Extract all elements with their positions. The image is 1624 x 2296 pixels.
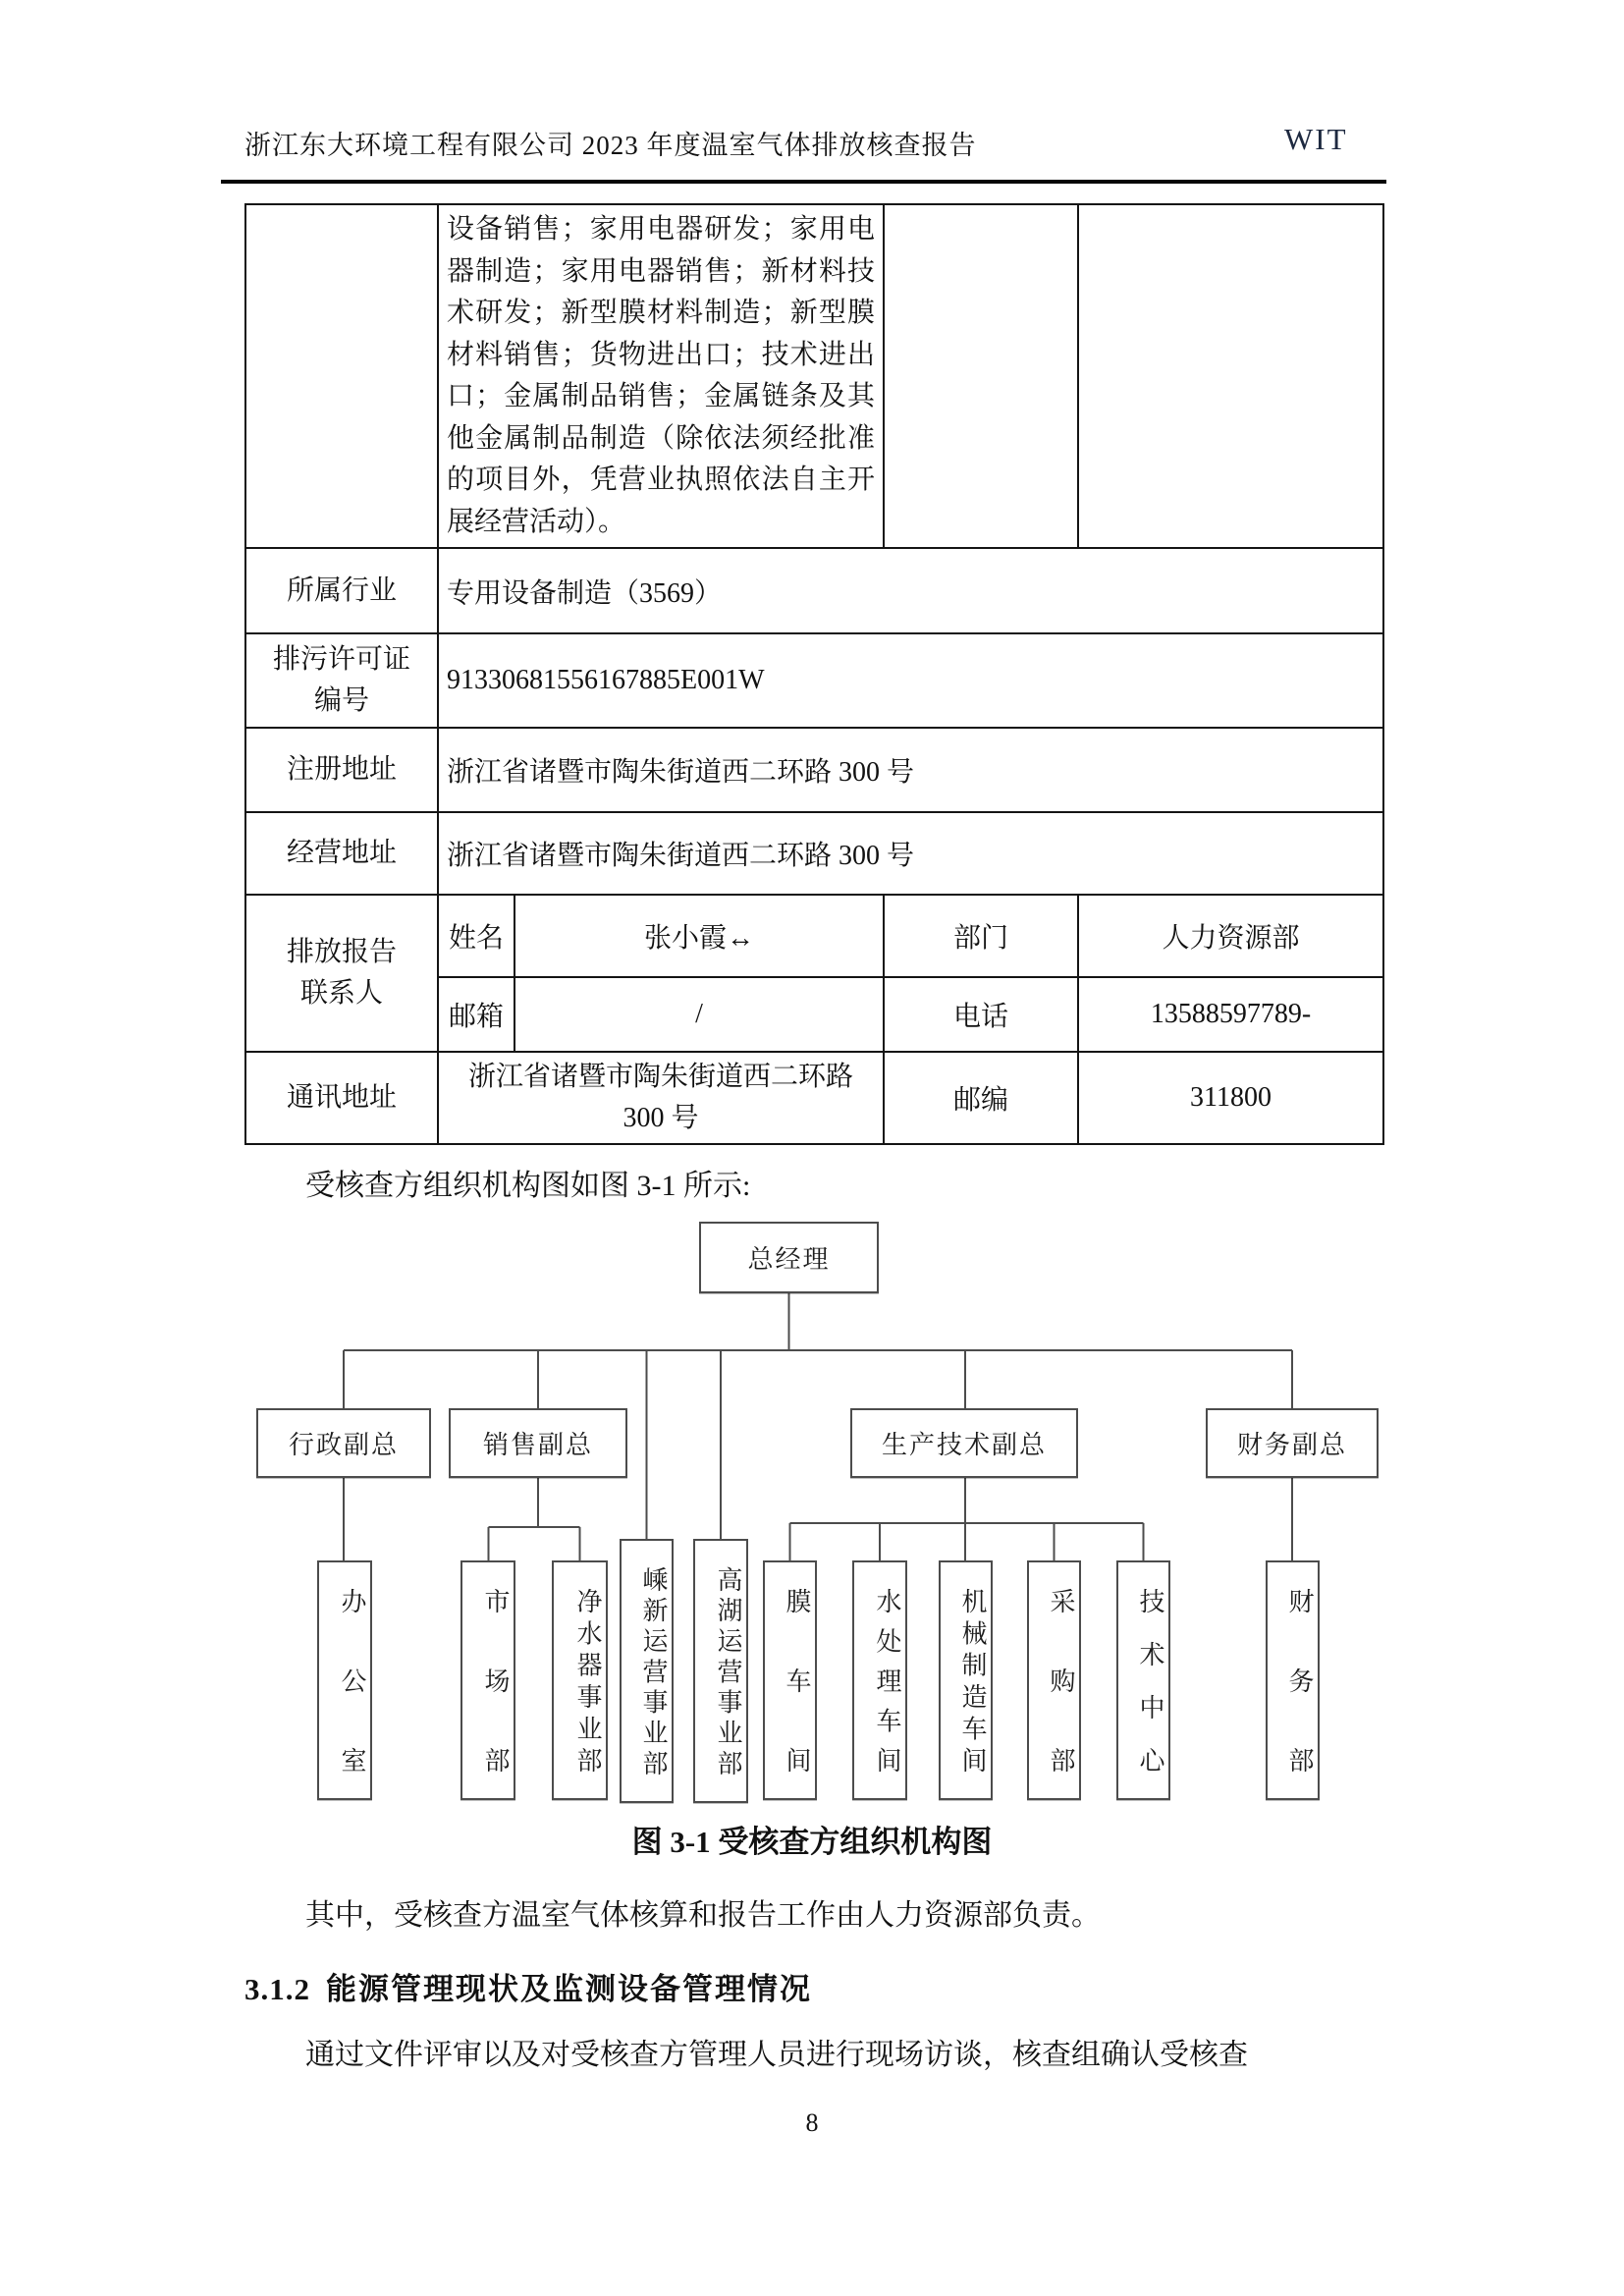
contact-label-line1: 排放报告 xyxy=(286,937,397,967)
org-node-purchasing-dept: 采购部 xyxy=(1027,1560,1081,1800)
contact-email-label: 邮箱 xyxy=(438,977,514,1052)
header-rule xyxy=(221,180,1386,184)
org-node-sales-vp: 销售副总 xyxy=(449,1408,627,1478)
industry-label: 所属行业 xyxy=(245,548,438,633)
org-node-finance-dept: 财务部 xyxy=(1266,1560,1320,1800)
contact-phone-label: 电话 xyxy=(884,977,1078,1052)
registered-address-label: 注册地址 xyxy=(245,728,438,812)
org-node-office: 办公室 xyxy=(317,1560,372,1800)
table-row-industry xyxy=(245,548,1383,633)
permit-value: 91330681556167885E001W xyxy=(438,633,1383,728)
contact-email-value: / xyxy=(514,977,884,1052)
permit-label xyxy=(245,633,438,728)
scope-line: 设备销售；家用电器研发；家用电 xyxy=(447,214,876,245)
section-number: 3.1.2 xyxy=(244,1972,310,2006)
comm-address-label: 通讯地址 xyxy=(245,1052,438,1144)
page-number: 8 xyxy=(805,2108,819,2137)
scope-line: 展经营活动）。 xyxy=(447,506,626,537)
header-logo: WIT xyxy=(1284,122,1348,156)
permit-label-line2: 编号 xyxy=(313,685,369,716)
scope-line: 器制造；家用电器销售；新材料技 xyxy=(447,255,876,287)
section-title: 能源管理现状及监测设备管理情况 xyxy=(326,1972,812,2006)
scope-line: 他金属制品制造（除依法须经批准 xyxy=(447,422,876,454)
figure-caption: 图 3-1 受核查方组织机构图 xyxy=(631,1825,993,1859)
org-node-production-vp: 生产技术副总 xyxy=(850,1408,1078,1478)
scope-line: 的项目外，凭营业执照依法自主开 xyxy=(447,465,876,495)
contact-dept-label: 部门 xyxy=(884,895,1078,977)
table-row-comm-address xyxy=(245,1052,1383,1144)
company-info-table xyxy=(244,203,1384,1145)
empty-cell xyxy=(884,204,1078,548)
contact-name-label: 姓名 xyxy=(438,895,514,977)
contact-name-value: 张小霞↔ xyxy=(514,895,884,977)
header-title: 浙江东大环境工程有限公司 2023 年度温室气体排放核查报告 xyxy=(244,131,977,160)
industry-value: 专用设备制造（3569） xyxy=(438,548,1383,633)
business-address-label: 经营地址 xyxy=(245,812,438,895)
org-node-admin-vp: 行政副总 xyxy=(256,1408,431,1478)
contact-label xyxy=(245,895,438,1052)
table-row-business-address xyxy=(245,812,1383,895)
comm-address-line1: 浙江省诸暨市陶朱街道西二环路 xyxy=(468,1062,854,1092)
table-row-business-scope xyxy=(245,204,1383,548)
org-chart xyxy=(226,1218,1404,1819)
contact-dept-value: 人力资源部 xyxy=(1078,895,1383,977)
org-node-finance-vp: 财务副总 xyxy=(1206,1408,1379,1478)
org-node-purifier-div: 净水器事业部 xyxy=(552,1560,608,1800)
registered-address-value: 浙江省诸暨市陶朱街道西二环路 300 号 xyxy=(438,728,1383,812)
org-node-gaohu-div: 高湖运营事业部 xyxy=(693,1539,748,1803)
table-row-registered-address xyxy=(245,728,1383,812)
org-node-general-manager: 总经理 xyxy=(699,1222,879,1293)
comm-address-value xyxy=(438,1052,884,1144)
scope-label-cell xyxy=(245,204,438,548)
org-node-machinery-shop: 机械制造车间 xyxy=(939,1560,993,1800)
permit-label-line1: 排污许可证 xyxy=(272,644,410,675)
contact-phone-value: 13588597789- xyxy=(1078,977,1383,1052)
zip-label: 邮编 xyxy=(884,1052,1078,1144)
org-node-water-shop: 水处理车间 xyxy=(852,1560,907,1800)
contact-label-line2: 联系人 xyxy=(299,978,383,1009)
empty-cell xyxy=(1078,204,1383,548)
org-node-market-dept: 市场部 xyxy=(460,1560,515,1800)
org-node-membrane-shop: 膜车间 xyxy=(763,1560,817,1800)
scope-line: 口；金属制品销售；金属链条及其 xyxy=(447,381,876,411)
scope-value-cell xyxy=(438,204,884,548)
org-node-shengxin-div: 嵊新运营事业部 xyxy=(620,1539,674,1803)
business-address-value: 浙江省诸暨市陶朱街道西二环路 300 号 xyxy=(438,812,1383,895)
scope-line: 材料销售；货物进出口；技术进出 xyxy=(447,339,876,370)
intro-paragraph: 受核查方组织机构图如图 3-1 所示: xyxy=(305,1170,751,1202)
body-paragraph: 通过文件评审以及对受核查方管理人员进行现场访谈，核查组确认受核查 xyxy=(305,2039,1248,2071)
zip-value: 311800 xyxy=(1078,1052,1383,1144)
note-paragraph: 其中，受核查方温室气体核算和报告工作由人力资源部负责。 xyxy=(305,1899,1101,1932)
org-node-tech-center: 技术中心 xyxy=(1116,1560,1170,1800)
scope-line: 术研发；新型膜材料制造；新型膜 xyxy=(447,298,876,328)
table-row-permit xyxy=(245,633,1383,728)
comm-address-line2: 300 号 xyxy=(623,1103,699,1133)
section-heading xyxy=(244,1964,812,2008)
table-row-contact-name xyxy=(245,895,1383,977)
